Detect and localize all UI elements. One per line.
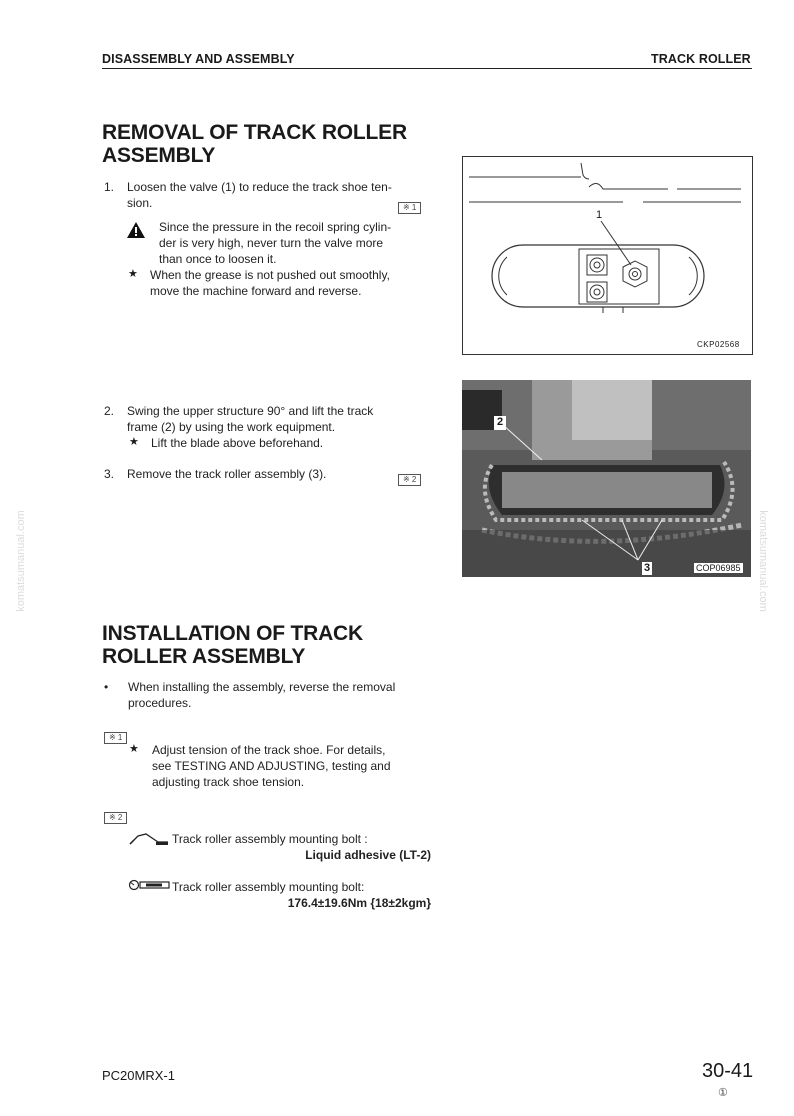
footer-revision: ① <box>718 1087 728 1099</box>
installation-title-line1: INSTALLATION OF TRACK <box>102 622 363 645</box>
step-2-text-line1: Swing the upper structure 90° and lift the track <box>127 404 374 418</box>
figure-track-photo <box>462 380 751 577</box>
step-1-text-line2: sion. <box>127 196 153 210</box>
step-1-note-line1: When the grease is not pushed out smoothly, <box>150 268 390 282</box>
header-rule <box>102 68 752 69</box>
figure2-code: COP06985 <box>696 563 741 573</box>
installation-ref1-box: ※ 1 <box>104 727 127 745</box>
installation-ref1-note-line1: Adjust tension of the track shoe. For details, <box>152 743 386 757</box>
installation-ref1-note-line2: see TESTING AND ADJUSTING, testing and <box>152 759 391 773</box>
step-1-number: 1. <box>104 180 115 194</box>
footer-model: PC20MRX-1 <box>102 1068 175 1083</box>
step-2-number: 2. <box>104 404 115 418</box>
figure2-callout-2: 2 <box>494 416 506 430</box>
step-2-note: Lift the blade above beforehand. <box>151 436 324 450</box>
bullet-icon: • <box>104 680 109 694</box>
star-icon: ★ <box>128 268 138 280</box>
installation-ref1-note-line3: adjusting track shoe tension. <box>152 775 305 789</box>
watermark-right: komatsumanual.com <box>756 510 769 612</box>
star-icon: ★ <box>129 743 139 755</box>
figure1-code: CKP02568 <box>697 340 740 349</box>
installation-ref2-box: ※ 2 <box>104 807 127 825</box>
adhesive-icon <box>128 830 170 846</box>
step-3-ref-box: ※ 2 <box>398 469 421 487</box>
footer-page-number: 30-41 <box>702 1060 754 1082</box>
step-1-ref-box: ※ 1 <box>398 197 421 215</box>
watermark-left: komatsumanual.com <box>14 510 27 612</box>
installation-bullet-line1: When installing the assembly, reverse the removal <box>128 680 396 694</box>
step-1-text-line1: Loosen the valve (1) to reduce the track shoe ten- <box>127 180 392 194</box>
step-1-note-line2: move the machine forward and reverse. <box>150 284 362 298</box>
step-3-number: 3. <box>104 467 115 481</box>
figure-valve-drawing <box>462 156 753 355</box>
step-2-text-line2: frame (2) by using the work equipment. <box>127 420 336 434</box>
warning-line1: Since the pressure in the recoil spring cylin- <box>159 220 392 234</box>
warning-line3: than once to loosen it. <box>159 252 277 266</box>
removal-title-line1: REMOVAL OF TRACK ROLLER <box>102 121 407 144</box>
installation-title-line2: ROLLER ASSEMBLY <box>102 645 306 668</box>
torque-wrench-icon <box>128 878 170 892</box>
star-icon: ★ <box>129 436 139 448</box>
figure1-callout-1: 1 <box>596 209 603 221</box>
warning-line2: der is very high, never turn the valve more <box>159 236 384 250</box>
figure2-callout-3: 3 <box>643 562 651 574</box>
step-3-text-line1: Remove the track roller assembly (3). <box>127 467 327 481</box>
header-component-title: TRACK ROLLER <box>651 52 751 66</box>
warning-icon <box>126 221 146 239</box>
adhesive-label: Track roller assembly mounting bolt : <box>172 832 368 846</box>
removal-title-line2: ASSEMBLY <box>102 144 216 167</box>
header-section-title: DISASSEMBLY AND ASSEMBLY <box>102 52 295 66</box>
torque-value: 176.4±19.6Nm {18±2kgm} <box>287 896 431 910</box>
torque-label: Track roller assembly mounting bolt: <box>172 880 365 894</box>
installation-bullet-line2: procedures. <box>128 696 192 710</box>
adhesive-value: Liquid adhesive (LT-2) <box>305 848 431 862</box>
